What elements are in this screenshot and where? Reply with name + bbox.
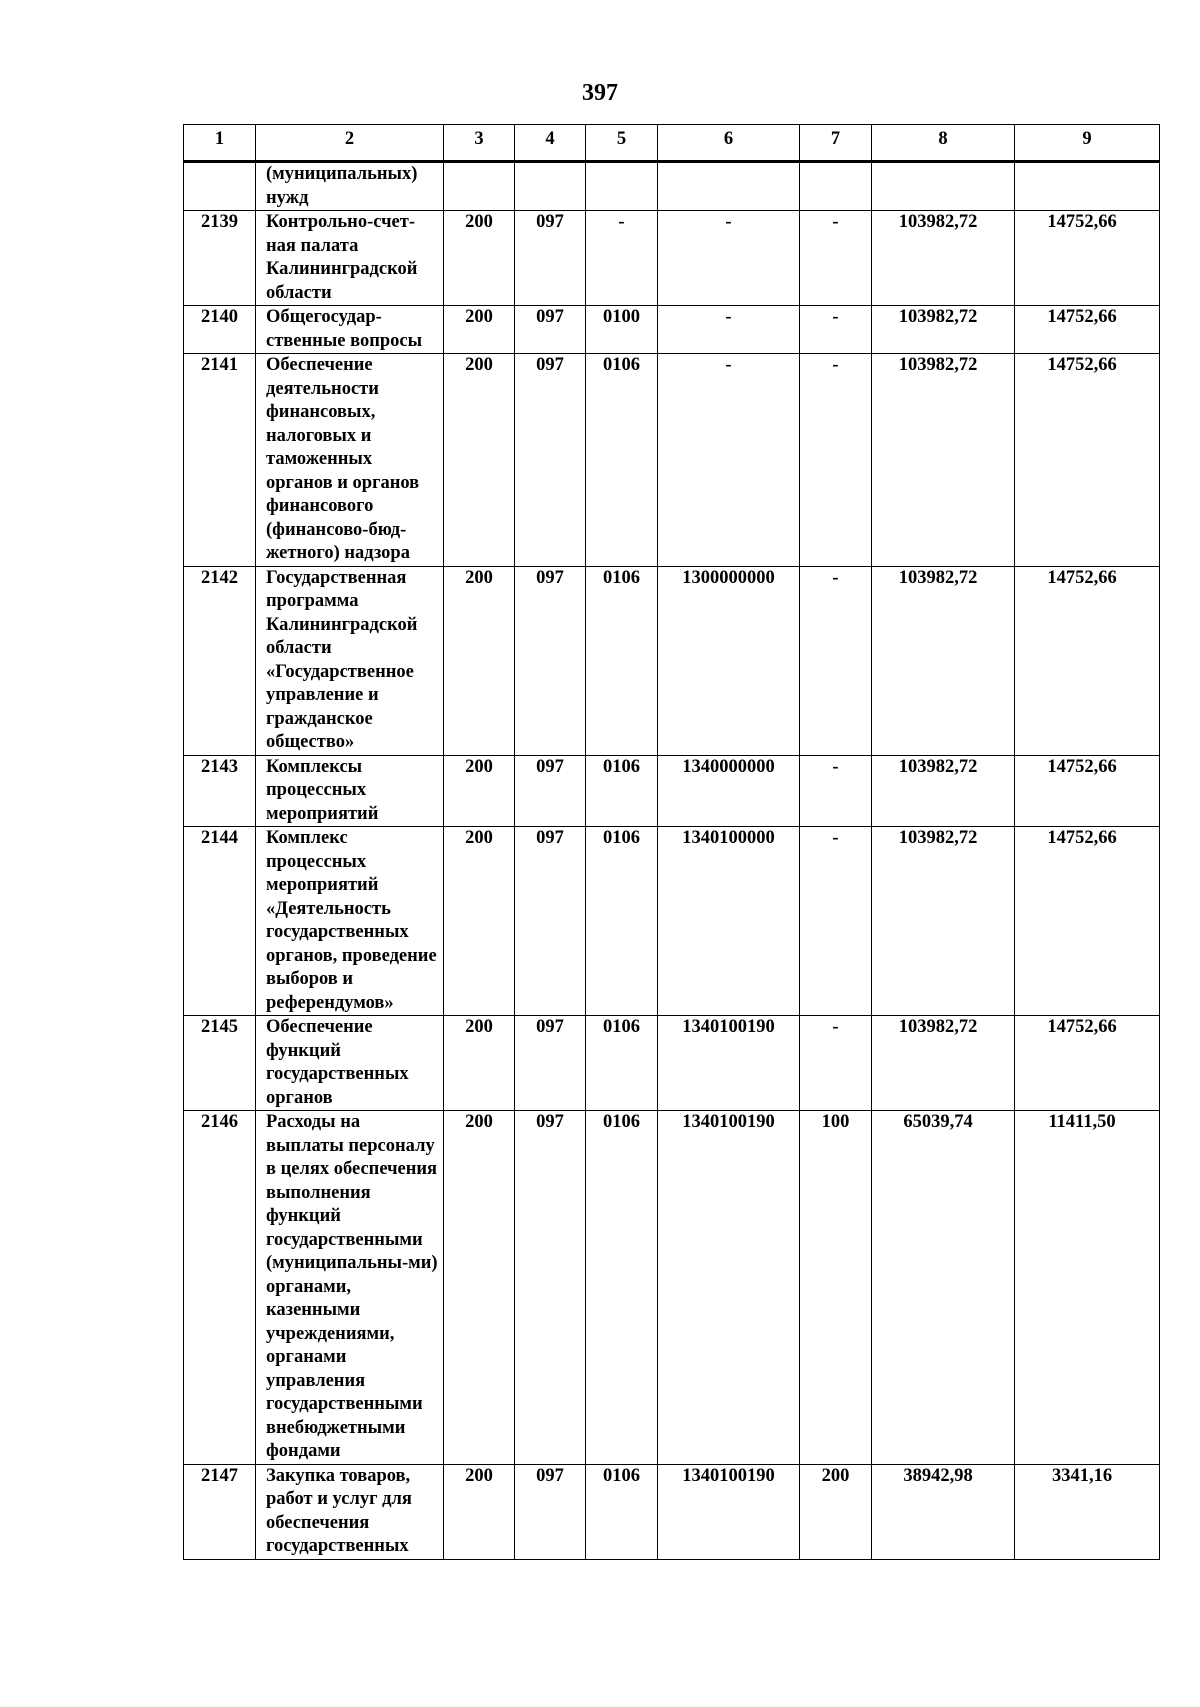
row-name: Комплекс процессных мероприятий «Деятельность государственных органов, проведение выборов и референдумов» <box>256 827 444 1016</box>
table-cell <box>586 162 658 211</box>
code-cell: 0106 <box>586 1111 658 1465</box>
code-cell: 200 <box>444 1464 515 1559</box>
column-header: 3 <box>444 125 515 162</box>
amount-cell: 103982,72 <box>872 354 1015 567</box>
column-header: 1 <box>184 125 256 162</box>
code-cell: 1340100190 <box>658 1464 800 1559</box>
table-row <box>184 354 1160 567</box>
column-header: 5 <box>586 125 658 162</box>
code-cell: - <box>800 755 872 827</box>
budget-table <box>183 124 1160 1560</box>
code-cell: 097 <box>515 354 586 567</box>
code-cell: - <box>658 211 800 306</box>
table-cell <box>184 162 256 211</box>
row-number: 2140 <box>184 306 256 354</box>
code-cell: 097 <box>515 211 586 306</box>
row-name: Закупка товаров, работ и услуг для обеспечения государственных <box>256 1464 444 1559</box>
table-cell <box>872 162 1015 211</box>
table-row <box>184 827 1160 1016</box>
amount-cell: 14752,66 <box>1015 211 1160 306</box>
code-cell: 0106 <box>586 354 658 567</box>
row-name: Контрольно-счет-ная палата Калининградской области <box>256 211 444 306</box>
code-cell: - <box>658 354 800 567</box>
table-cell <box>658 162 800 211</box>
code-cell: 0106 <box>586 827 658 1016</box>
code-cell: 200 <box>444 1016 515 1111</box>
row-name: Обеспечение деятельности финансовых, налоговых и таможенных органов и органов финансового (финансово-бюд-жетного) надзора <box>256 354 444 567</box>
table-row <box>184 1016 1160 1111</box>
table-row <box>184 306 1160 354</box>
column-header: 7 <box>800 125 872 162</box>
column-header: 8 <box>872 125 1015 162</box>
table-row <box>184 566 1160 755</box>
amount-cell: 38942,98 <box>872 1464 1015 1559</box>
row-number: 2145 <box>184 1016 256 1111</box>
page-number: 397 <box>582 80 618 106</box>
row-name: Государственная программа Калининградской области «Государственное управление и гражданское общество» <box>256 566 444 755</box>
table-cell <box>1015 162 1160 211</box>
amount-cell: 3341,16 <box>1015 1464 1160 1559</box>
amount-cell: 14752,66 <box>1015 1016 1160 1111</box>
table-row <box>184 1464 1160 1559</box>
code-cell: - <box>800 306 872 354</box>
row-number: 2142 <box>184 566 256 755</box>
code-cell: - <box>800 354 872 567</box>
code-cell: - <box>800 211 872 306</box>
row-number: 2143 <box>184 755 256 827</box>
amount-cell: 14752,66 <box>1015 354 1160 567</box>
amount-cell: 14752,66 <box>1015 755 1160 827</box>
code-cell: 200 <box>800 1464 872 1559</box>
row-name: Обеспечение функций государственных органов <box>256 1016 444 1111</box>
code-cell: 0106 <box>586 1464 658 1559</box>
code-cell: - <box>800 1016 872 1111</box>
amount-cell: 14752,66 <box>1015 566 1160 755</box>
code-cell: 200 <box>444 211 515 306</box>
code-cell: 1340100000 <box>658 827 800 1016</box>
header-row <box>184 125 1160 162</box>
row-number: 2147 <box>184 1464 256 1559</box>
code-cell: 097 <box>515 827 586 1016</box>
code-cell: 1340000000 <box>658 755 800 827</box>
column-header: 2 <box>256 125 444 162</box>
amount-cell: 103982,72 <box>872 566 1015 755</box>
continuation-row <box>184 162 1160 211</box>
amount-cell: 65039,74 <box>872 1111 1015 1465</box>
code-cell: 200 <box>444 306 515 354</box>
code-cell: 200 <box>444 354 515 567</box>
code-cell: 097 <box>515 306 586 354</box>
amount-cell: 103982,72 <box>872 306 1015 354</box>
code-cell: 097 <box>515 1464 586 1559</box>
column-header: 4 <box>515 125 586 162</box>
code-cell: 0106 <box>586 1016 658 1111</box>
code-cell: 097 <box>515 566 586 755</box>
code-cell: - <box>586 211 658 306</box>
column-header: 6 <box>658 125 800 162</box>
code-cell: 100 <box>800 1111 872 1465</box>
table-row <box>184 1111 1160 1465</box>
row-name: (муниципальных) нужд <box>256 162 444 211</box>
code-cell: - <box>800 827 872 1016</box>
amount-cell: 103982,72 <box>872 211 1015 306</box>
row-number: 2146 <box>184 1111 256 1465</box>
code-cell: 0106 <box>586 566 658 755</box>
row-name: Расходы на выплаты персоналу в целях обеспечения выполнения функций государственными (муниципальны-ми) органами, казенными учреждениями, органами управления государственными внебюджетными фондами <box>256 1111 444 1465</box>
amount-cell: 103982,72 <box>872 1016 1015 1111</box>
table-cell <box>444 162 515 211</box>
code-cell: 200 <box>444 755 515 827</box>
code-cell: 097 <box>515 1111 586 1465</box>
code-cell: 0106 <box>586 755 658 827</box>
code-cell: - <box>658 306 800 354</box>
code-cell: 200 <box>444 827 515 1016</box>
table-row <box>184 755 1160 827</box>
row-number: 2144 <box>184 827 256 1016</box>
code-cell: 200 <box>444 566 515 755</box>
code-cell: 1340100190 <box>658 1016 800 1111</box>
row-name: Общегосудар-ственные вопросы <box>256 306 444 354</box>
row-number: 2139 <box>184 211 256 306</box>
code-cell: 097 <box>515 755 586 827</box>
column-header: 9 <box>1015 125 1160 162</box>
code-cell: - <box>800 566 872 755</box>
row-number: 2141 <box>184 354 256 567</box>
amount-cell: 14752,66 <box>1015 827 1160 1016</box>
code-cell: 1300000000 <box>658 566 800 755</box>
amount-cell: 103982,72 <box>872 827 1015 1016</box>
row-name: Комплексы процессных мероприятий <box>256 755 444 827</box>
code-cell: 097 <box>515 1016 586 1111</box>
amount-cell: 11411,50 <box>1015 1111 1160 1465</box>
code-cell: 200 <box>444 1111 515 1465</box>
table-row <box>184 211 1160 306</box>
code-cell: 0100 <box>586 306 658 354</box>
amount-cell: 14752,66 <box>1015 306 1160 354</box>
table-cell <box>800 162 872 211</box>
table-cell <box>515 162 586 211</box>
code-cell: 1340100190 <box>658 1111 800 1465</box>
amount-cell: 103982,72 <box>872 755 1015 827</box>
